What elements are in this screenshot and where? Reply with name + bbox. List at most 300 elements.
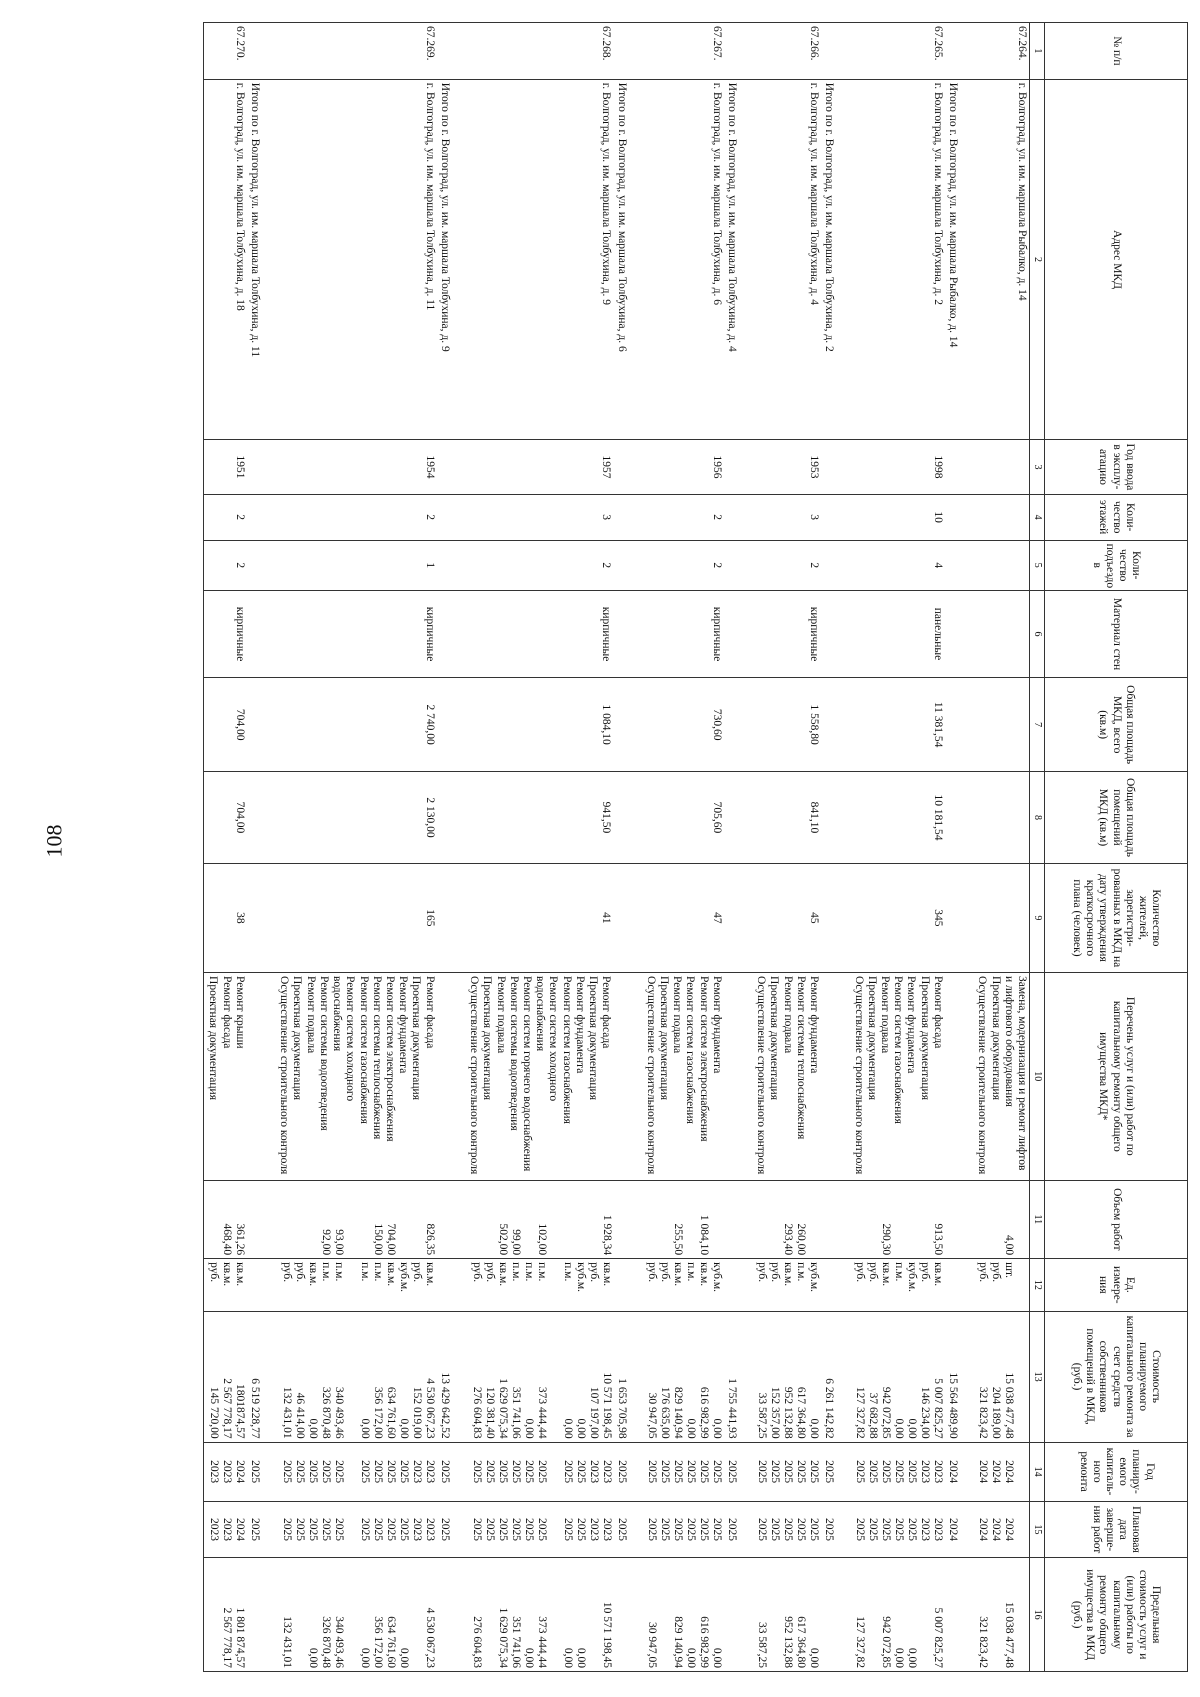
work-name: Осуществление строительного контроля [468,976,481,1175]
work-end [752,1501,821,1558]
entrances: 2 [465,540,613,590]
cell-empty [724,540,752,590]
work-volume-line: 1 084,10 [698,1214,711,1256]
work-volume-line: 290,30 [880,1223,893,1256]
total-area: 730,60 [642,678,724,772]
work-end [973,1501,1029,1558]
work-limit [849,1558,945,1672]
work-name: Ремонт фасада [931,976,944,1049]
works-list [973,973,1029,1180]
itogo-cost: 6 519 228,77 [247,1311,275,1442]
itogo-year: 2025 [821,1442,849,1501]
work-end [275,1501,437,1558]
cell-empty [821,1558,849,1672]
residents: 41 [465,863,613,972]
work-year-line: 2025 [496,1460,509,1484]
work-limit-line: 617 364,80 [795,1616,808,1668]
work-cost-line: 351 741,06 [509,1386,522,1439]
cell-empty [724,1259,752,1311]
work-unit [642,1259,724,1311]
column-number-7: 7 [1030,678,1045,772]
work-cost-line: 1801874,57 [234,1383,247,1439]
column-header-8: Общая площадь помещений МКД (кв.м) [1045,772,1188,864]
work-name: Ремонт фундамента [573,976,586,1074]
work-year-line: 2025 [867,1460,880,1484]
cell-empty [724,1558,752,1672]
work-year [642,1442,724,1501]
work-volume-line [293,1184,306,1256]
work-cost-line: 373 444,44 [535,1386,548,1439]
work-unit [973,1259,1029,1311]
wall-material: кирпичные [752,590,821,677]
work-cost-line: 617 364,80 [795,1386,808,1439]
work-name: Ремонт подвала [494,976,507,1054]
work-cost-line: 120 381,40 [483,1386,496,1439]
work-limit-line: 373 444,44 [535,1616,548,1668]
work-end-line: 2025 [483,1517,496,1541]
column-header-13: Стоимость планируемого капитального ремонта за счет средств собственников помещений в МКД, (руб.) [1045,1311,1188,1442]
work-unit [752,1259,821,1311]
wall-material: кирпичные [465,590,613,677]
work-end-line: 2024 [1003,1517,1016,1541]
cell-empty [945,1180,973,1259]
work-unit-line: руб. [977,1262,990,1283]
work-limit-line: 0,00 [906,1647,919,1668]
works-list [204,973,247,1180]
work-volume-line: 255,50 [672,1223,685,1256]
work-cost-line: 152 019,00 [410,1386,423,1439]
premises-area: 705,60 [642,772,724,864]
work-cost-line: 0,00 [711,1418,724,1439]
cell-empty [437,863,465,972]
itogo-end: 2025 [821,1501,849,1558]
work-year-line: 2025 [893,1460,906,1484]
work-volume-line [410,1184,423,1256]
itogo-end: 2024 [945,1501,973,1558]
column-header-16: Предельная стоимость услуг и (или) работы по капитальному ремонту общего имущества в МКД (руб.) [1045,1558,1188,1672]
floors [973,494,1029,540]
work-limit [204,1558,247,1672]
work-name: Ремонт систем электроснабжения [697,976,710,1142]
work-year-line: 2025 [795,1460,808,1484]
work-volume-line [853,1184,866,1256]
entrances: 2 [752,540,821,590]
work-end-line: 2025 [646,1517,659,1541]
table-row [204,23,247,1672]
work-end-line: 2023 [410,1517,423,1541]
work-name: Проектная документация [657,976,670,1100]
work-unit-line: руб. [867,1262,880,1283]
itogo-cost: 6 261 142,82 [821,1311,849,1442]
work-end-line: 2025 [756,1517,769,1541]
itogo-end: 2025 [437,1501,465,1558]
work-unit-line: кв.м. [496,1262,509,1287]
work-limit-line: 829 140,94 [672,1616,685,1668]
work-name: Ремонт фасада [220,976,233,1049]
work-end-line: 2023 [600,1517,613,1541]
column-number-16: 16 [1030,1558,1045,1672]
work-volume-line: 92,00 [319,1229,332,1256]
cell-empty [724,494,752,540]
column-number-2: 2 [1030,79,1045,439]
work-name: Ремонт систем газоснабжения [684,976,697,1124]
premises-area: 941,50 [465,772,613,864]
cell-empty [945,494,973,540]
work-end-line: 2025 [880,1517,893,1541]
work-end-line: 2025 [470,1517,483,1541]
work-year-line: 2024 [1003,1460,1016,1484]
premises-area: 704,00 [204,772,247,864]
work-unit [204,1259,247,1311]
work-cost-line: 0,00 [808,1418,821,1439]
work-unit-line: руб. [280,1262,293,1283]
work-unit-line: кв.м. [600,1262,613,1287]
work-cost [642,1311,724,1442]
cell-empty [724,973,752,1180]
work-end-line: 2023 [423,1517,436,1541]
itogo-cost: 1 755 441,93 [724,1311,752,1442]
work-year-line: 2025 [782,1460,795,1484]
work-cost-line: 145 720,00 [208,1386,221,1439]
work-unit-line: куб.м. [906,1262,919,1293]
table-row [275,23,437,1672]
work-volume-line [586,1184,599,1256]
work-year-line: 2023 [919,1460,932,1484]
work-name: Осуществление строительного контроля [644,976,657,1175]
work-cost-line: 107 197,00 [587,1386,600,1439]
work-end-line: 2025 [293,1517,306,1541]
work-volume-line [645,1184,658,1256]
column-number-11: 11 [1030,1180,1045,1259]
work-cost-line: 942 072,85 [880,1386,893,1439]
column-header-15: Плановая дата заверше-ния работ [1045,1501,1188,1558]
work-name: Ремонт систем газоснабжения [560,976,573,1124]
work-limit-line [293,1561,306,1668]
residents [973,863,1029,972]
work-cost-line: 0,00 [306,1418,319,1439]
cell-empty [613,772,641,864]
work-year-line: 2025 [854,1460,867,1484]
work-limit-line: 1 629 075,34 [496,1607,509,1668]
work-unit [849,1259,945,1311]
work-cost-line: 0,00 [358,1418,371,1439]
work-end-line: 2025 [561,1517,574,1541]
floors: 2 [642,494,724,540]
work-unit-line: кв.м. [880,1262,893,1287]
work-volume-line [807,1184,820,1256]
address: г. Волгоград, ул. им. маршала Толбухина, д. 18 [204,79,247,439]
work-end-line: 2025 [371,1517,384,1541]
commission-year: 1998 [849,440,945,495]
cell-empty [247,1180,275,1259]
works-list [752,973,821,1180]
cell-num [613,23,641,80]
work-limit-line [989,1561,1002,1668]
work-year-line: 2025 [574,1460,587,1484]
work-unit-line: руб. [756,1262,769,1283]
work-limit-line: 0,00 [711,1647,724,1668]
work-volume [204,1180,247,1259]
work-year-line: 2025 [646,1460,659,1484]
itogo-end: 2025 [613,1501,641,1558]
work-cost-line: 0,00 [522,1418,535,1439]
cell-empty [247,1558,275,1672]
work-year-line: 2024 [234,1460,247,1484]
work-unit-line: куб.м. [711,1262,724,1293]
work-unit-line: п.м. [795,1262,808,1282]
work-cost-line: 5 007 825,27 [932,1378,945,1439]
work-cost [973,1311,1029,1442]
itogo-row [945,23,973,1672]
work-end-line: 2025 [319,1517,332,1541]
work-limit-line: 0,00 [306,1647,319,1668]
work-limit-line: 1 801 874,57 [234,1607,247,1668]
work-unit-line: руб. [659,1262,672,1283]
work-end-line: 2025 [808,1517,821,1541]
work-limit-line: 15 038 477,48 [1003,1601,1016,1668]
cell-empty [247,678,275,772]
residents: 38 [204,863,247,972]
work-volume-line [560,1184,573,1256]
itogo-label: Итого по г. Волгоград, ул. им. маршала Толбухина, д. 4 [724,79,752,439]
work-volume-line [905,1184,918,1256]
column-header-10: Перечень услуг и (или) работ по капитальному ремонту общего имущества МКД* [1045,973,1188,1180]
work-volume-line [710,1184,723,1256]
work-unit-line: п.м. [893,1262,906,1282]
cell-empty [613,440,641,495]
work-year-line: 2025 [698,1460,711,1484]
work-end [465,1501,613,1558]
work-end-line: 2025 [659,1517,672,1541]
itogo-cost: 15 564 489,90 [945,1311,973,1442]
table-row [642,23,724,1672]
work-unit-line: руб. [410,1262,423,1283]
column-number-1: 1 [1030,23,1045,80]
work-volume-line: 4,00 [1003,1235,1016,1256]
cell-empty [724,440,752,495]
work-unit-line: п.м. [332,1262,345,1282]
wall-material: панельные [849,590,945,677]
cell-empty [247,494,275,540]
floors: 2 [204,494,247,540]
cell-empty [945,863,973,972]
work-cost-line: 4 530 067,23 [423,1378,436,1439]
works-list [465,973,613,1180]
premises-area: 841,10 [752,772,821,864]
work-limit-line: 276 604,83 [470,1616,483,1668]
work-cost-line: 0,00 [574,1418,587,1439]
column-number-15: 15 [1030,1501,1045,1558]
work-limit-line [482,1561,495,1668]
work-year-line: 2025 [397,1460,410,1484]
work-limit-line: 634 761,60 [384,1616,397,1668]
cell-empty [613,540,641,590]
work-limit-line: 351 741,06 [509,1616,522,1668]
works-list [275,973,437,1180]
table-body [204,23,1030,1672]
work-name: Ремонт фасада [600,976,613,1049]
work-volume-line [280,1184,293,1256]
column-number-4: 4 [1030,494,1045,540]
work-year-line: 2023 [208,1460,221,1484]
work-year-line: 2025 [808,1460,821,1484]
work-unit-line: шт. [1003,1262,1016,1279]
work-year-line: 2025 [293,1460,306,1484]
entrances: 2 [204,540,247,590]
work-year-line: 2025 [659,1460,672,1484]
work-name: Проектная документация [989,976,1002,1100]
premises-area: 2 130,00 [275,772,437,864]
table-row [465,23,613,1672]
entrances: 1 [275,540,437,590]
cell-empty [247,863,275,972]
floors: 3 [752,494,821,540]
work-cost-line: 33 587,25 [756,1392,769,1439]
work-volume-line: 502,00 [496,1223,509,1256]
work-name: Проектная документация [918,976,931,1100]
work-year-line: 2023 [587,1460,600,1484]
cell-empty [821,678,849,772]
itogo-year: 2025 [724,1442,752,1501]
work-cost-line: 276 604,83 [470,1386,483,1439]
work-year [849,1442,945,1501]
work-year [465,1442,613,1501]
work-limit-line: 0,00 [808,1647,821,1668]
cell-empty [613,494,641,540]
work-name: Ремонт фундамента [710,976,723,1074]
work-volume-line: 704,00 [384,1223,397,1256]
work-limit-line: 942 072,85 [880,1616,893,1668]
work-unit-line: куб.м. [397,1262,410,1293]
work-limit [973,1558,1029,1672]
cell-empty [945,1558,973,1672]
rotated-page [68,22,1188,1672]
column-header-12: Ед. измере-ния [1045,1259,1188,1311]
work-cost-line: 326 870,48 [319,1386,332,1439]
work-year-line: 2025 [509,1460,522,1484]
work-cost-line: 127 327,82 [854,1386,867,1439]
address: г. Волгоград, ул. им. маршала Толбухина, д. 4 [752,79,821,439]
cell-empty [821,540,849,590]
work-name: Ремонт систем электроснабжения [384,976,397,1142]
column-header-6: Материал стен [1045,590,1188,677]
cell-empty [724,590,752,677]
work-year-line: 2025 [358,1460,371,1484]
work-limit-line [586,1561,599,1668]
work-limit [642,1558,724,1672]
cell-empty [437,973,465,1180]
work-volume-line: 102,00 [535,1223,548,1256]
itogo-cost: 13 429 642,52 [437,1311,465,1442]
cell-empty [945,440,973,495]
work-volume-line: 1 928,34 [600,1214,613,1256]
total-area: 1 558,80 [752,678,821,772]
work-unit-line: п.м. [561,1262,574,1282]
work-unit-line: кв.м. [932,1262,945,1287]
total-area: 704,00 [204,678,247,772]
total-area: 11 381,54 [849,678,945,772]
work-name: Ремонт крыши [233,976,246,1049]
column-number-10: 10 [1030,973,1045,1180]
work-unit-line: кв.м. [698,1262,711,1287]
cell-empty [821,772,849,864]
work-limit-line [207,1561,220,1668]
work-end [204,1501,247,1558]
cell-num [247,23,275,80]
work-limit-line [768,1561,781,1668]
work-volume-line [755,1184,768,1256]
work-year [204,1442,247,1501]
cell-empty [821,1259,849,1311]
work-name: Проектная документация [481,976,494,1100]
work-year-line: 2025 [280,1460,293,1484]
work-limit-line: 33 587,25 [756,1622,769,1668]
work-unit-line: руб. [854,1262,867,1283]
work-end-line: 2025 [711,1517,724,1541]
entrances [973,540,1029,590]
work-year-line: 2024 [977,1460,990,1484]
row-number: 67.267. [642,23,724,80]
work-volume [275,1180,437,1259]
work-end-line: 2025 [698,1517,711,1541]
column-header-9: Количество жителей, зарегистри-рованных в МКД на дату утверждения краткосрочного плана (человек) [1045,863,1188,972]
work-year-line: 2025 [470,1460,483,1484]
work-end-line: 2025 [397,1517,410,1541]
work-end-line: 2025 [782,1517,795,1541]
work-end-line: 2023 [932,1517,945,1541]
work-name: Замена, модернизация и ремонт лифтов и лифтового оборудования [1002,976,1028,1171]
work-end [642,1501,724,1558]
cell-empty [247,540,275,590]
work-name: Ремонт систем холодного водоснабжения [534,976,560,1102]
cell-empty [247,973,275,1180]
work-end [849,1501,945,1558]
work-unit-line: п.м. [685,1262,698,1282]
work-cost [752,1311,821,1442]
work-volume-line: 361,26 [234,1223,247,1256]
work-unit [275,1259,437,1311]
work-cost-line: 829 140,94 [672,1386,685,1439]
work-year-line: 2025 [685,1460,698,1484]
work-limit-line: 30 947,05 [646,1622,659,1668]
total-area: 2 740,00 [275,678,437,772]
work-cost-line: 37 682,88 [867,1392,880,1439]
work-year-line: 2025 [483,1460,496,1484]
cell-empty [821,1180,849,1259]
work-year-line: 2023 [600,1460,613,1484]
work-end-line: 2024 [990,1517,1003,1541]
column-header-2: Адрес МКД [1045,79,1188,439]
residents: 47 [642,863,724,972]
column-number-8: 8 [1030,772,1045,864]
work-year-line: 2025 [384,1460,397,1484]
cell-empty [613,678,641,772]
work-unit-line: кв.м. [221,1262,234,1287]
itogo-row [724,23,752,1672]
cell-empty [945,973,973,1180]
work-limit-line: 356 172,00 [371,1616,384,1668]
work-unit-line: куб.м. [808,1262,821,1293]
work-limit-line [866,1561,879,1668]
column-number-6: 6 [1030,590,1045,677]
column-header-11: Объем работ [1045,1180,1188,1259]
itogo-year: 2025 [247,1442,275,1501]
work-end-line: 2023 [587,1517,600,1541]
work-name: Ремонт систем газоснабжения [357,976,370,1124]
cell-empty [437,494,465,540]
work-unit-line: п.м. [522,1262,535,1282]
work-volume-line: 293,40 [782,1223,795,1256]
